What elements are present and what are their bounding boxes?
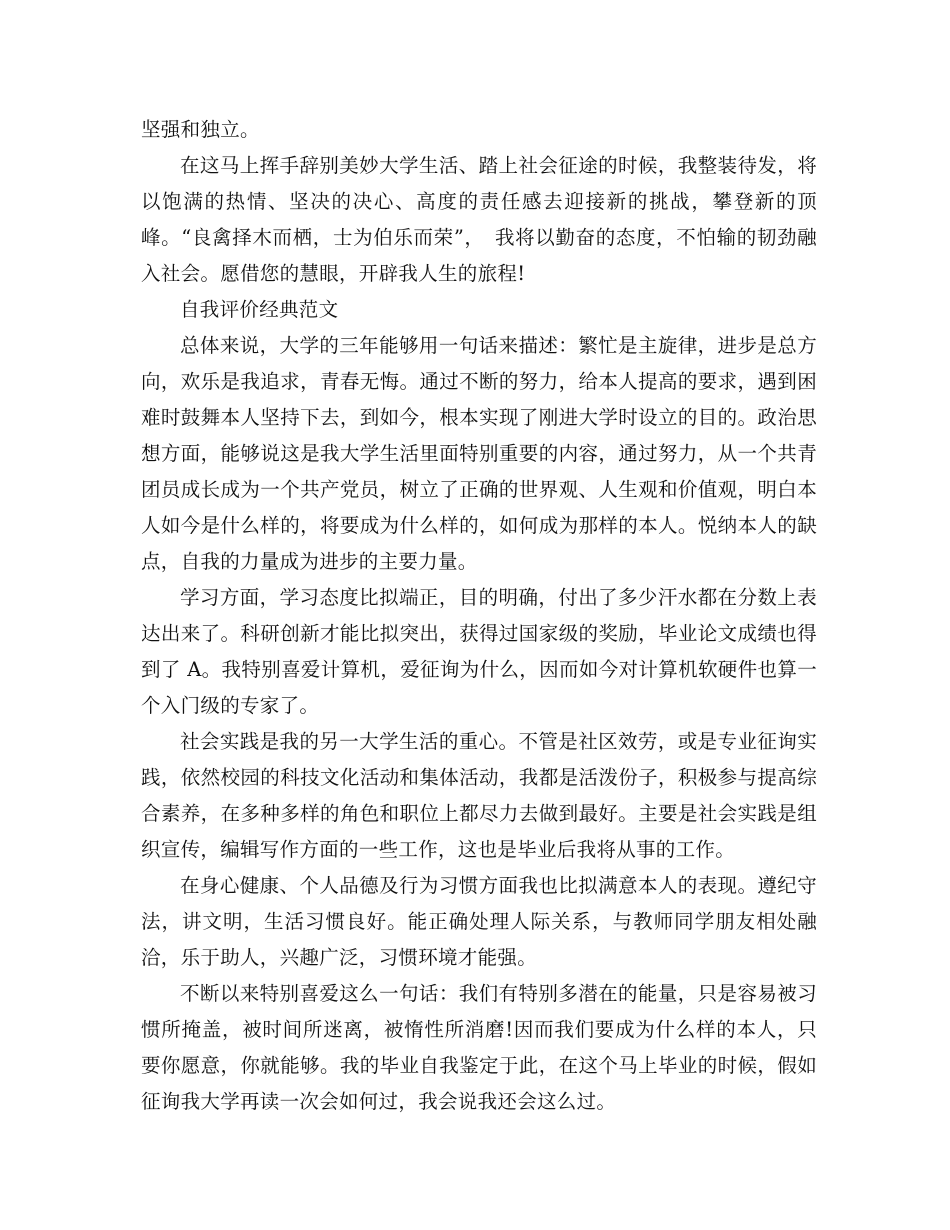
paragraph-overall-summary: 总体来说，大学的三年能够用一句话来描述：繁忙是主旋律，进步是总方向，欢乐是我追求，青春无悔。通过不断的努力，给本人提高的要求，遇到困难时鼓舞本人坚持下去，到如今，根本实现了刚进大学时设立的目的。政治思想方面，能够说这是我大学生活里面特别重要的内容，通过努力，从一个共青团员成长成为一个共产党员，树立了正确的世界观、人生观和价值观，明白本人如今是什么样的，将要成为什么样的，如何成为那样的本人。悦纳本人的缺点，自我的力量成为进步的主要力量。 [141,334,817,573]
section-heading: 自我评价经典范文 [180,298,339,321]
paragraph-health-character: 在身心健康、个人品德及行为习惯方面我也比拟满意本人的表现。遵纪守法，讲文明，生活习惯良好。能正确处理人际关系，与教师同学朋友相处融洽，乐于助人，兴趣广泛，习惯环境才能强。 [141,874,817,969]
document-body [141,112,817,1120]
paragraph-conclusion: 不断以来特别喜爱这么一句话：我们有特别多潜在的能量，只是容易被习惯所掩盖，被时间所迷离，被惰性所消磨!因而我们要成为什么样的本人，只要你愿意，你就能够。我的毕业自我鉴定于此，在这个马上毕业的时候，假如征询我大学再读一次会如何过，我会说我还会这么过。 [141,982,817,1113]
paragraph-closing-line: 坚强和独立。 [141,118,260,141]
paragraph-social-practice: 社会实践是我的另一大学生活的重心。不管是社区效劳，或是专业征询实践，依然校园的科技文化活动和集体活动，我都是活泼份子，积极参与提高综合素养，在多种多样的角色和职位上都尽力去做到最好。主要是社会实践是组织宣传，编辑写作方面的一些工作，这也是毕业后我将从事的工作。 [141,730,817,861]
paragraph-farewell: 在这马上挥手辞别美妙大学生活、踏上社会征途的时候，我整装待发，将以饱满的热情、坚决的决心、高度的责任感去迎接新的挑战，攀登新的顶峰。“良禽择木而栖，士为伯乐而荣”， 我将以勤奋的态度，不怕输的韧劲融入社会。愿借您的慧眼，开辟我人生的旅程! [141,154,817,285]
paragraph-study: 学习方面，学习态度比拟端正，目的明确，付出了多少汗水都在分数上表达出来了。科研创新才能比拟突出，获得过国家级的奖励，毕业论文成绩也得到了 A。我特别喜爱计算机，爱征询为什么，因而如今对计算机软硬件也算一个入门级的专家了。 [141,586,817,717]
